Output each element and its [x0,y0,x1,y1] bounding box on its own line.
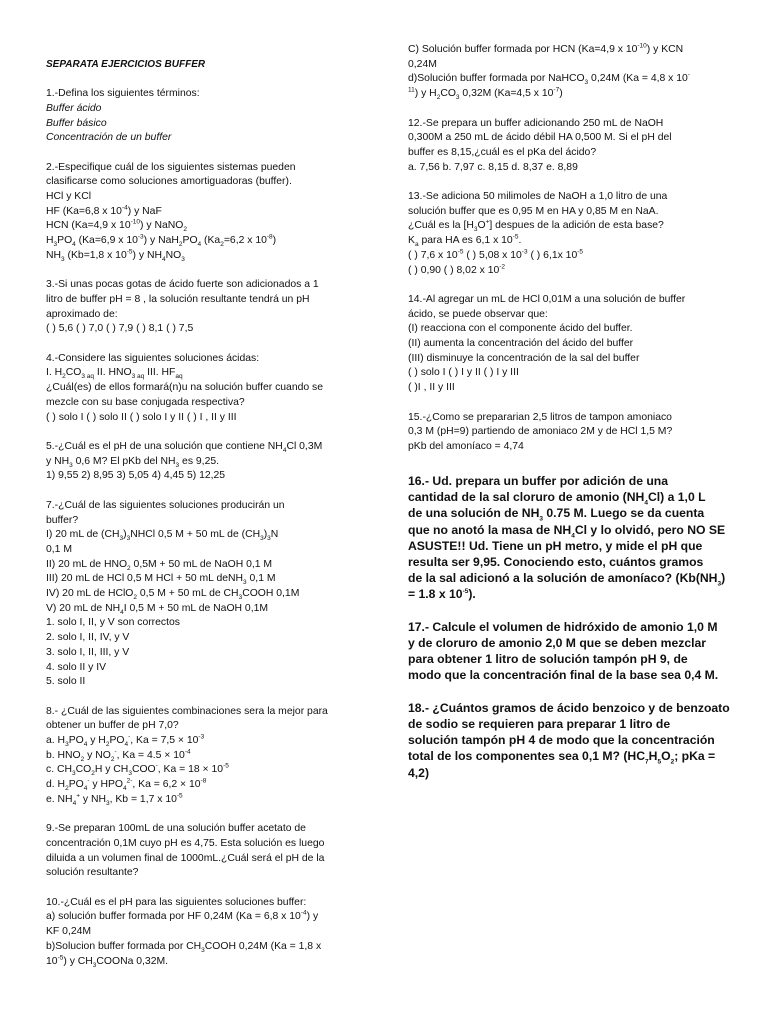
right-text-line: 0,3 M (pH=9) partiendo de amoniaco 2M y de HCl 1,5 M? [408,426,673,438]
left-text-line: aproximado de: [46,308,118,320]
left-text-line: ( ) solo I ( ) solo II ( ) solo I y II ( ) I , II y III [46,411,237,423]
right-text-line: 0,300M a 250 mL de ácido débil HA 0,500 M. Si el pH del [408,132,672,144]
right-text-line: ( ) 7,6 x $10^{-5}$ ( ) 5,08 x $10^{-3}$ ( ) 6,1x $10^{-5}$ [408,248,584,261]
right-text-line: (III) disminuye la concentración de la sal del buffer [408,352,640,364]
left-text-line: 1. solo I, II, y V son correctos [46,617,180,629]
left-text-line: e. $NH_4^+$ y $NH_3$, Kb = 1,7 x $10^{-5}$ [46,792,183,807]
right-bold-text-line: ASUSTE!! Ud. Tiene un pH metro, y mide el pH que [408,538,703,553]
right-column-questions-16-18 [408,473,730,781]
left-text-line: 8.- ¿Cuál de las siguientes combinaciones sera la mejor para [46,705,328,717]
left-text-spacer [46,337,366,352]
right-bold-text-line: = 1.8 x $10^{-5}$). [408,587,476,602]
left-text-spacer [46,881,366,896]
right-bold-text-line: modo que la concentración final de la base sea 0,4 M. [408,668,719,683]
right-bold-text-spacer [408,603,726,619]
left-text-line: 0,1 M [46,543,72,555]
right-text-line: C) Solución buffer formada por HCN (Ka=4,9 x $10^{-10}$) y KCN [408,42,684,55]
left-text-spacer [46,425,366,440]
right-text-line: 12.-Se prepara un buffer adicionando 250 mL de NaOH [408,117,664,129]
left-text-line: diluida a un volumen final de 1000mL.¿Cuál será el pH de la [46,852,325,864]
left-text-line: Buffer básico [46,117,107,129]
left-text-line: 4. solo II y IV [46,661,107,673]
right-text-line: d)Solución buffer formada por NaHCO$_3$ 0,24M (Ka = 4,8 x 10- [408,71,690,87]
right-text-line: (II) aumenta la concentración del ácido del buffer [408,338,634,350]
right-text-spacer [408,278,726,293]
left-text-line: Buffer ácido [46,102,102,114]
left-text-line: y $NH_3$ 0,6 M? El pKb del $NH_3$ es 9,25. [46,455,220,469]
left-text-line: 7.-¿Cuál de las siguientes soluciones producirán un [46,499,285,511]
left-text-line: V) 20 mL de $NH_4I$ 0,5 M + 50 mL de NaOH 0,1M [46,602,269,616]
left-text-line: II) 20 mL de $HNO_2$ 0,5M + 50 mL de NaOH 0,1 M [46,558,273,572]
left-text-line: 10.-¿Cuál es el pH para las siguientes soluciones buffer: [46,896,307,908]
right-bold-text-line: 17.- Calcule el volumen de hidróxido de amonio 1,0 M [408,619,718,634]
left-text-line: solución resultante? [46,867,139,879]
left-text-spacer [46,484,366,499]
left-text-line: a) solución buffer formada por HF 0,24M (Ka = 6,8 x $10^{-4}$) y [46,910,319,923]
left-text-line: 1) 9,55 2) 8,95 3) 5,05 4) 4,45 5) 12,25 [46,470,226,482]
left-text-line: ( ) 5,6 ( ) 7,0 ( ) 7,9 ( ) 8,1 ( ) 7,5 [46,323,194,335]
right-bold-text-line: 4,2) [408,765,430,780]
right-text-line: a. 7,56 b. 7,97 c. 8,15 d. 8,37 e. 8,89 [408,161,578,173]
left-text-spacer [46,264,366,279]
right-bold-text-line: 16.- Ud. prepara un buffer por adición de una [408,474,669,488]
left-text-line: a. $H_3PO_4$ y $H_2PO_4^-$, $Ka = 7,5 \times 10^{-3}$ [46,733,205,749]
left-text-line: KF 0,24M [46,926,92,938]
right-bold-text-line: que no anotó la masa de $NH_4Cl$ y lo olvidó, pero NO SE [408,522,726,540]
left-text-spacer [46,146,366,161]
left-text-line: mezcle con su base conjugada respectiva? [46,396,245,408]
left-text-line: $H_3PO_4$ (Ka=6,9 x $10^{-3}$) y $NaH_2PO_4$ ($Ka_2=6,2$ x $10^{-8}$) [46,233,277,249]
right-bold-text-line: de la sal adicionó a la solución de amoníaco? ($Kb(NH_3)$ [408,571,726,588]
right-bold-text-line: total de los componentes sea 0,1 M? ($HC_7H_5O_2$; pKa = [408,749,716,766]
left-text-line: d. $H_2PO_4^-$ y $HPO_4^{2-}$, $Ka = 6,2 \times 10^{-8}$ [46,777,207,793]
left-text-spacer [46,690,366,705]
right-text-line: pKb del amoníaco = 4,74 [408,440,524,452]
right-text-spacer [408,102,726,117]
right-bold-text-line: 18.- ¿Cuántos gramos de ácido benzoico y de benzoato [408,700,730,715]
right-column [408,43,726,455]
right-text-line: ácido, se puede observar que: [408,308,548,320]
right-text-line: ( ) 0,90 ( ) 8,02 x $10^{-2}$ [408,263,506,276]
left-text-line: $10^{-5}$) y $CH_3COONa$ 0,32M. [46,954,169,969]
left-text-line: HCN (Ka=4,9 x $10^{-10}$) y NaNO$_2$ [46,218,187,234]
left-text-line: b. $HNO_2$ y $NO_2^-$, $Ka = 4.5 \times 10^{-4}$ [46,748,191,763]
right-bold-text-spacer [408,684,726,700]
right-bold-text-line: solución tampón pH 4 de modo que la concentración [408,733,715,748]
right-bold-text-line: para obtener 1 litro de solución tampón pH 9, de [408,652,688,667]
left-text-line: 2. solo I, II, IV, y V [46,632,130,644]
right-text-line: 0,24M [408,58,437,70]
left-text-line: HCl y KCl [46,191,92,203]
right-text-spacer [408,396,726,411]
right-bold-text-line: y de cloruro de amonio 2,0 M que se deben mezclar [408,636,707,651]
left-text-line: obtener un buffer de pH 7,0? [46,720,179,732]
right-text-line: buffer es 8,15,¿cuál es el pKa del ácido? [408,146,597,158]
left-text-line: b)Solucion buffer formada por $CH_3COOH$ 0,24M (Ka = 1,8 x [46,940,322,954]
left-text-line: litro de buffer pH = 8 , la solución resultante tendrá un pH [46,293,310,305]
left-text-line: concentración 0,1M cuyo pH es 4,75. Esta solución es luego [46,837,325,849]
left-text-line: IV) 20 mL de HClO$_2$ 0,5 M + 50 mL de $CH_3COOH$ 0,1M [46,588,300,602]
left-text-spacer [46,43,366,58]
left-text-line: III) 20 mL de HCl 0,5 M HCl + 50 mL deNH$_3$ 0,1 M [46,573,276,587]
left-text-line: $NH_3$ (Kb=1,8 x $10^{-5}$) y $NH_4NO_3$ [46,248,185,263]
left-text-line: 3.-Si unas pocas gotas de ácido fuerte son adicionados a 1 [46,279,319,291]
right-text-line: ( ) solo I ( ) I y II ( ) I y III [408,367,519,379]
right-text-line: (I) reacciona con el componente ácido del buffer. [408,323,633,335]
left-text-line: c. $CH_3CO_2H$ y $CH_3COO^-$, $Ka = 18 \times 10^{-5}$ [46,762,229,778]
right-bold-text-line: cantidad de la sal cloruro de amonio $(NH_4Cl)$ a 1,0 L [408,490,706,507]
left-text-line: HF (Ka=6,8 x $10^{-4}$) y NaF [46,204,162,217]
left-text-line: 3. solo I, II, III, y V [46,646,130,658]
left-text-line: Concentración de un buffer [46,132,172,144]
left-text-line: buffer? [46,514,79,526]
right-text-line: 14.-Al agregar un mL de HCl 0,01M a una solución de buffer [408,293,686,305]
right-text-line: $^{11}$) y $H_2CO_3$ 0,32M (Ka=4,5 x $10^{-7}$) [408,86,563,102]
right-text-line: ( )I , II y III [408,382,455,394]
left-text-line: 2.-Especifique cuál de los siguientes sistemas pueden [46,161,296,173]
left-text-line: 5. solo II [46,676,86,688]
left-text-line: 9.-Se preparan 100mL de una solución buffer acetato de [46,823,306,835]
left-text-line: I. $H_2CO_{3 aq}$ II. $HNO_{3 aq}$ III. $HF_{aq}$ [46,367,183,381]
right-text-line: 13.-Se adiciona 50 milimoles de NaOH a 1,0 litro de una [408,191,668,203]
left-text-line: 1.-Defina los siguientes términos: [46,88,200,100]
right-text-line: $K_a$ para HA es 6,1 x $10^{-5}$. [408,233,522,249]
right-text-line: 15.-¿Como se prepararian 2,5 litros de tampon amoniaco [408,411,672,423]
left-text-spacer [46,72,366,87]
left-column [46,43,366,969]
right-text-line: ¿Cuál es la $[H_3O^+]$ despues de la adición de esta base? [408,218,664,234]
right-bold-text-line: resulta ser 9,95. Conociendo esto, cuántos gramos [408,555,704,570]
left-text-spacer [46,808,366,823]
right-bold-text-line: de sodio se requieren para preparar 1 litro de [408,717,671,732]
left-text-line: 4.-Considere las siguientes soluciones ácidas: [46,352,260,364]
left-text-line: SEPARATA EJERCICIOS BUFFER [46,58,206,70]
left-text-line: 5.-¿Cuál es el pH de una solución que contiene $NH_4Cl$ 0,3M [46,440,323,455]
left-text-line: clasificarse como soluciones amortiguadoras (buffer). [46,176,292,188]
right-bold-text-line: de una solución de $NH_3$ 0.75 M. Luego se da cuenta [408,506,705,523]
left-text-line: I) 20 mL de $(CH_3)_3NHCl$ 0,5 M + 50 mL de $(CH_3)_3N$ [46,529,279,543]
right-text-spacer [408,175,726,190]
left-text-line: ¿Cuál(es) de ellos formará(n)u na solución buffer cuando se [46,382,324,394]
right-text-line: solución buffer que es 0,95 M en HA y 0,85 M en NaA. [408,205,659,217]
